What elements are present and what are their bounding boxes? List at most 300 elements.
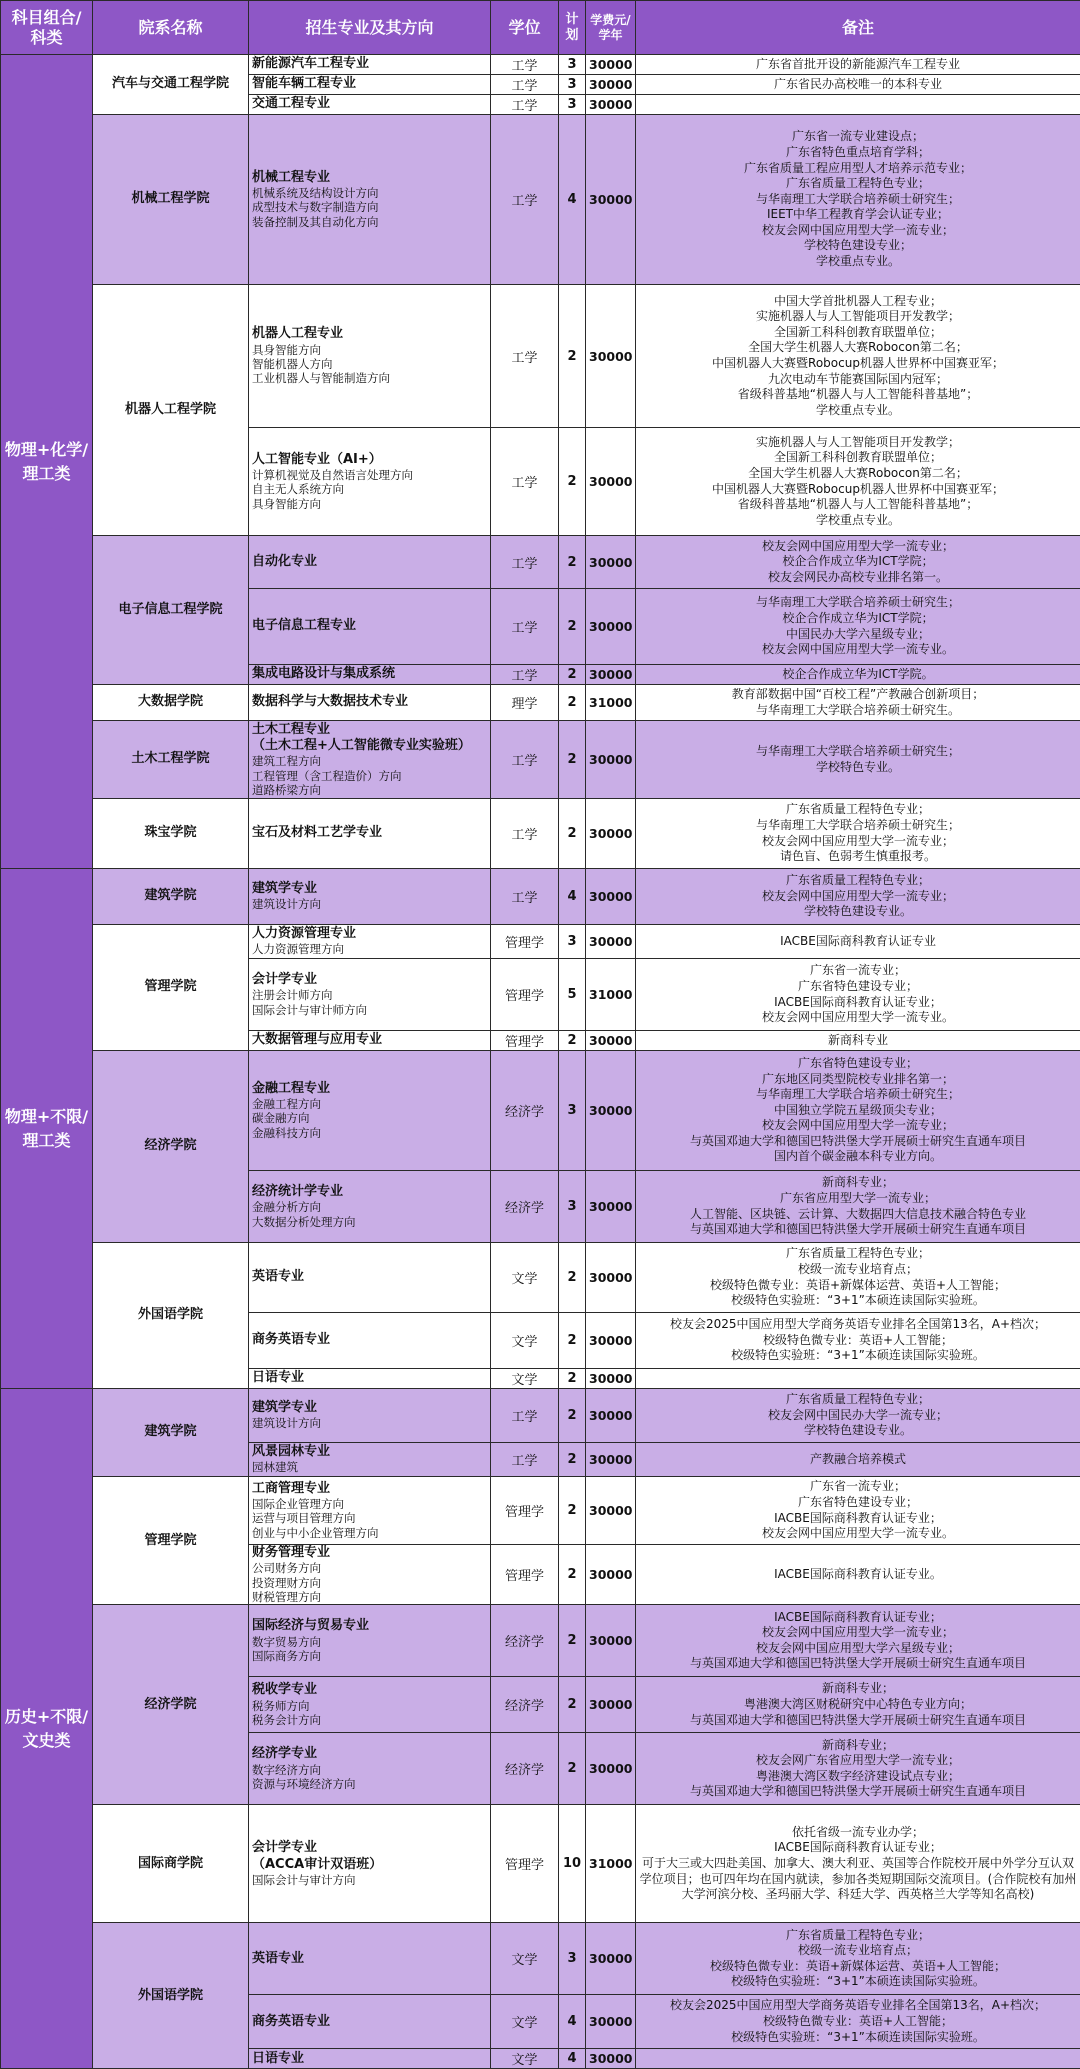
tuition-fee-cell: 30000 [586,925,636,959]
degree-cell: 管理学 [491,1805,559,1923]
table-row [1,536,1080,589]
tuition-fee-cell: 31000 [586,685,636,721]
major-cell [249,1031,491,1051]
remarks-cell [636,285,1080,428]
table-row [1,721,1080,799]
tuition-fee-cell: 30000 [586,799,636,869]
major-cell [249,428,491,536]
major-cell [249,115,491,285]
remark-line: 广东省特色重点培育学科； [639,145,1077,161]
major-name: 智能车辆工程专业 [252,76,487,92]
quota-cell: 2 [559,285,586,428]
remark-line: 人工智能、区块链、云计算、大数据四大信息技术融合特色专业 [639,1207,1077,1223]
remark-line: 校企合作成立华为ICT学院； [639,554,1077,570]
major-name: 建筑学专业 [252,881,487,897]
remark-line: 与英国邓迪大学和德国巴特洪堡大学开展硕士研究生直通车项目 [639,1222,1077,1238]
remark-line: 与华南理工大学联合培养硕士研究生； [639,818,1077,834]
quota-cell: 2 [559,1243,586,1313]
major-direction: 成型技术与数字制造方向 [252,200,487,214]
remark-line: 产教融合培养模式 [639,1452,1077,1468]
remark-line: 依托省级一流专业办学； [639,1825,1077,1841]
header-college: 院系名称 [93,1,249,55]
remarks-cell [636,665,1080,685]
major-direction: 建筑设计方向 [252,897,487,911]
tuition-fee-cell: 30000 [586,95,636,115]
major-subtitle: （ACCA审计双语班） [252,1857,487,1873]
remark-line: 学校特色建设专业。 [639,904,1077,920]
tuition-fee-cell: 30000 [586,1171,636,1243]
degree-cell: 管理学 [491,1031,559,1051]
degree-cell: 经济学 [491,1733,559,1805]
remarks-cell [636,589,1080,665]
major-direction: 国际会计与审计师方向 [252,1003,487,1017]
major-name: 商务英语专业 [252,1332,487,1348]
degree-cell: 管理学 [491,1545,559,1605]
major-cell [249,1923,491,1995]
remark-line: 校友会网中国民办大学一流专业； [639,1408,1077,1424]
remarks-cell [636,95,1080,115]
remark-line: IEET中华工程教育学会认证专业； [639,207,1077,223]
degree-cell: 工学 [491,1389,559,1443]
remarks-cell [636,115,1080,285]
degree-cell: 管理学 [491,959,559,1031]
major-cell [249,1171,491,1243]
remark-line: 校级一流专业培育点； [639,1943,1077,1959]
college-name-cell: 大数据学院 [93,685,249,721]
tuition-fee-cell: 31000 [586,1805,636,1923]
major-name: 工商管理专业 [252,1481,487,1497]
quota-cell: 4 [559,1995,586,2049]
major-cell [249,1733,491,1805]
quota-cell: 2 [559,1545,586,1605]
remarks-cell [636,1923,1080,1995]
table-row [1,55,1080,75]
remark-line: 与华南理工大学联合培养硕士研究生； [639,744,1077,760]
tuition-fee-cell: 30000 [586,721,636,799]
college-name-cell: 管理学院 [93,925,249,1051]
major-name: 大数据管理与应用专业 [252,1032,487,1048]
major-direction: 工程管理（含工程造价）方向 [252,769,487,783]
quota-cell: 2 [559,589,586,665]
quota-cell: 2 [559,799,586,869]
tuition-fee-cell: 30000 [586,1477,636,1545]
remark-line: 新商科专业； [639,1175,1077,1191]
table-row [1,799,1080,869]
remark-line: 全国大学生机器人大赛Robocon第二名； [639,340,1077,356]
major-cell [249,589,491,665]
major-direction: 建筑设计方向 [252,1416,487,1430]
tuition-fee-cell: 30000 [586,1443,636,1477]
major-direction: 金融分析方向 [252,1200,487,1214]
remark-line: IACBE国际商科教育认证专业； [639,1840,1077,1856]
remark-line: 新商科专业； [639,1738,1077,1754]
major-direction: 智能机器人方向 [252,357,487,371]
major-direction: 投资理财方向 [252,1576,487,1590]
tuition-fee-cell: 30000 [586,1923,636,1995]
major-direction: 具身智能方向 [252,497,487,511]
major-name: 建筑学专业 [252,1400,487,1416]
tuition-fee-cell: 30000 [586,665,636,685]
remark-line: 校友会网中国应用型大学一流专业。 [639,1526,1077,1542]
quota-cell: 2 [559,1313,586,1369]
major-name: 日语专业 [252,2051,487,2067]
remark-line: 广东省特色建设专业； [639,979,1077,995]
remark-line: 广东地区同类型院校专业排名第一； [639,1072,1077,1088]
major-cell [249,685,491,721]
remark-line: 广东省首批开设的新能源汽车工程专业 [639,57,1077,73]
degree-cell: 工学 [491,1443,559,1477]
remark-line: 与英国邓迪大学和德国巴特洪堡大学开展硕士研究生直通车项目 [639,1713,1077,1729]
remark-line: 与英国邓迪大学和德国巴特洪堡大学开展硕士研究生直通车项目 [639,1134,1077,1150]
major-direction: 人力资源管理方向 [252,942,487,956]
remarks-cell [636,1313,1080,1369]
major-direction: 计算机视觉及自然语言处理方向 [252,468,487,482]
tuition-fee-cell: 30000 [586,2049,636,2069]
remarks-cell [636,959,1080,1031]
remark-line: 校友会网中国应用型大学一流专业； [639,889,1077,905]
table-row [1,685,1080,721]
quota-cell: 2 [559,685,586,721]
table-row [1,285,1080,428]
major-name: 人工智能专业（AI+） [252,452,487,468]
remark-line: 校友会网中国应用型大学一流专业； [639,223,1077,239]
major-name: 英语专业 [252,1951,487,1967]
table-row [1,869,1080,925]
major-cell [249,1477,491,1545]
remark-line: 全国新工科科创教育联盟单位； [639,450,1077,466]
remark-line: 校友会网中国应用型大学一流专业； [639,539,1077,555]
quota-cell: 4 [559,2049,586,2069]
remark-line: IACBE国际商科教育认证专业； [639,995,1077,1011]
major-cell [249,1389,491,1443]
remark-line: 新商科专业； [639,1681,1077,1697]
subject-category-cell: 物理+化学/理工类 [1,55,93,869]
header-row [1,1,1080,55]
remark-line: 省级科普基地“机器人与人工智能科普基地”； [639,497,1077,513]
header-category: 科目组合/科类 [1,1,93,55]
quota-cell: 2 [559,721,586,799]
remarks-cell [636,1369,1080,1389]
remark-line: 校级特色实验班：“3+1”本硕连读国际实验班。 [639,1974,1077,1990]
major-direction: 建筑工程方向 [252,754,487,768]
remark-line: 国内首个碳金融本科专业方向。 [639,1149,1077,1165]
major-direction: 工业机器人与智能制造方向 [252,371,487,385]
table-row [1,1389,1080,1443]
college-name-cell: 机械工程学院 [93,115,249,285]
remark-line: 校友会网中国应用型大学一流专业。 [639,1010,1077,1026]
major-direction: 金融科技方向 [252,1126,487,1140]
tuition-fee-cell: 30000 [586,428,636,536]
major-name: 人力资源管理专业 [252,926,487,942]
tuition-fee-cell: 30000 [586,285,636,428]
remarks-cell [636,1389,1080,1443]
remark-line: 学校特色建设专业。 [639,1423,1077,1439]
major-direction: 税务师方向 [252,1699,487,1713]
major-direction: 公司财务方向 [252,1561,487,1575]
major-name: 英语专业 [252,1269,487,1285]
major-name: 国际经济与贸易专业 [252,1618,487,1634]
degree-cell: 文学 [491,1243,559,1313]
major-name: 金融工程专业 [252,1081,487,1097]
major-name: 集成电路设计与集成系统 [252,666,487,682]
major-direction: 数字贸易方向 [252,1635,487,1649]
degree-cell: 经济学 [491,1677,559,1733]
tuition-fee-cell: 30000 [586,1605,636,1677]
tuition-fee-cell: 30000 [586,869,636,925]
remark-line: 广东省应用型大学一流专业； [639,1191,1077,1207]
major-name: 自动化专业 [252,554,487,570]
major-name: 会计学专业 [252,972,487,988]
remark-line: 实施机器人与人工智能项目开发教学； [639,309,1077,325]
college-name-cell: 珠宝学院 [93,799,249,869]
remark-line: 中国独立学院五星级顶尖专业； [639,1103,1077,1119]
college-name-cell: 经济学院 [93,1051,249,1243]
quota-cell: 5 [559,959,586,1031]
remark-line: 广东省一流专业； [639,1479,1077,1495]
quota-cell: 2 [559,428,586,536]
college-name-cell: 汽车与交通工程学院 [93,55,249,115]
degree-cell: 经济学 [491,1171,559,1243]
quota-cell: 3 [559,75,586,95]
remarks-cell [636,1243,1080,1313]
remarks-cell [636,1443,1080,1477]
quota-cell: 3 [559,1923,586,1995]
remarks-cell [636,536,1080,589]
major-direction: 资源与环境经济方向 [252,1777,487,1791]
header-degree: 学位 [491,1,559,55]
remark-line: 校友会网中国应用型大学一流专业； [639,834,1077,850]
header-fee: 学费元/学年 [586,1,636,55]
table-row [1,1477,1080,1545]
degree-cell: 工学 [491,428,559,536]
degree-cell: 经济学 [491,1051,559,1171]
major-cell [249,285,491,428]
remark-line: 学校特色专业。 [639,760,1077,776]
remark-line: 省级科普基地“机器人与人工智能科普基地”； [639,387,1077,403]
quota-cell: 2 [559,1369,586,1389]
tuition-fee-cell: 30000 [586,1389,636,1443]
degree-cell: 文学 [491,2049,559,2069]
major-cell [249,1545,491,1605]
college-name-cell: 管理学院 [93,1477,249,1605]
remark-line: 校友会网中国应用型大学六星级专业； [639,1641,1077,1657]
quota-cell: 3 [559,925,586,959]
tuition-fee-cell: 30000 [586,1677,636,1733]
degree-cell: 管理学 [491,925,559,959]
remark-line: 广东省质量工程特色专业； [639,176,1077,192]
major-cell [249,1805,491,1923]
degree-cell: 文学 [491,1923,559,1995]
major-direction: 金融工程方向 [252,1097,487,1111]
subject-category-cell: 物理+不限/理工类 [1,869,93,1389]
quota-cell: 10 [559,1805,586,1923]
quota-cell: 3 [559,95,586,115]
remark-line: 粤港澳大湾区财税研究中心特色专业方向； [639,1697,1077,1713]
college-name-cell: 建筑学院 [93,1389,249,1477]
remark-line: IACBE国际商科教育认证专业。 [639,1567,1077,1583]
college-name-cell: 国际商学院 [93,1805,249,1923]
remark-line: 广东省质量工程特色专业； [639,1246,1077,1262]
remark-line: 校级特色微专业：英语+新媒体运营、英语+人工智能； [639,1959,1077,1975]
major-cell [249,1313,491,1369]
quota-cell: 3 [559,1171,586,1243]
remarks-cell [636,685,1080,721]
major-cell [249,55,491,75]
major-cell [249,799,491,869]
quota-cell: 2 [559,1389,586,1443]
tuition-fee-cell: 31000 [586,959,636,1031]
remark-line: 校级特色微专业：英语+新媒体运营、英语+人工智能； [639,1278,1077,1294]
remarks-cell [636,1545,1080,1605]
degree-cell: 管理学 [491,1477,559,1545]
remark-line: IACBE国际商科教育认证专业； [639,1610,1077,1626]
remark-line: 广东省质量工程应用型人才培养示范专业； [639,161,1077,177]
tuition-fee-cell: 30000 [586,115,636,285]
tuition-fee-cell: 30000 [586,536,636,589]
major-direction: 具身智能方向 [252,343,487,357]
major-name: 交通工程专业 [252,96,487,112]
degree-cell: 工学 [491,95,559,115]
remark-line: 校级特色微专业：英语+人工智能； [639,2014,1077,2030]
remark-line: 实施机器人与人工智能项目开发教学； [639,435,1077,451]
table-row [1,115,1080,285]
remarks-cell [636,75,1080,95]
remark-line: 校企合作成立华为ICT学院； [639,611,1077,627]
table-row [1,1605,1080,1677]
table-row [1,1805,1080,1923]
table-body [1,55,1080,2069]
degree-cell: 文学 [491,1313,559,1369]
remark-line: 广东省一流专业建设点； [639,129,1077,145]
remark-line: 九次电动车节能赛国际国内冠军； [639,372,1077,388]
remark-line: 新商科专业 [639,1033,1077,1049]
quota-cell: 2 [559,1477,586,1545]
major-direction: 运营与项目管理方向 [252,1511,487,1525]
quota-cell: 3 [559,1051,586,1171]
remark-line: 广东省一流专业； [639,963,1077,979]
major-name: 财务管理专业 [252,1545,487,1561]
major-name: 商务英语专业 [252,2014,487,2030]
quota-cell: 4 [559,869,586,925]
remark-line: 广东省质量工程特色专业； [639,1392,1077,1408]
major-name: 土木工程专业 [252,722,487,738]
remark-line: 校友会网广东省应用型大学一流专业； [639,1753,1077,1769]
quota-cell: 4 [559,115,586,285]
major-subtitle: （土木工程+人工智能微专业实验班） [252,738,487,754]
remarks-cell [636,1605,1080,1677]
tuition-fee-cell: 30000 [586,1545,636,1605]
remark-line: 校友会网民办高校专业排名第一。 [639,570,1077,586]
college-name-cell: 外国语学院 [93,1243,249,1389]
remark-line: 广东省质量工程特色专业； [639,802,1077,818]
major-name: 机器人工程专业 [252,326,487,342]
quota-cell: 3 [559,55,586,75]
degree-cell: 工学 [491,721,559,799]
major-name: 数据科学与大数据技术专业 [252,694,487,710]
major-direction: 注册会计师方向 [252,988,487,1002]
remark-line: 校友会2025中国应用型大学商务英语专业排名全国第13名，A+档次； [639,1998,1077,2014]
remark-line: IACBE国际商科教育认证专业； [639,1511,1077,1527]
remark-line: 可于大三或大四赴美国、加拿大、澳大利亚、英国等合作院校开展中外学分互认双学位项目；也可四年均在国内就读，参加各类短期国际交流项目。(合作院校有加州大学河滨分校、圣玛丽大学、科廷大学、西英格兰大学等知名高校) [639,1856,1077,1903]
remark-line: 广东省特色建设专业； [639,1495,1077,1511]
degree-cell: 工学 [491,665,559,685]
quota-cell: 2 [559,1605,586,1677]
major-cell [249,665,491,685]
degree-cell: 工学 [491,285,559,428]
major-cell [249,1443,491,1477]
major-direction: 机械系统及结构设计方向 [252,186,487,200]
major-name: 宝石及材料工艺学专业 [252,825,487,841]
remarks-cell [636,1171,1080,1243]
major-direction: 自主无人系统方向 [252,482,487,496]
remark-line: 校友会网中国应用型大学一流专业； [639,1625,1077,1641]
tuition-fee-cell: 30000 [586,1369,636,1389]
remark-line: 广东省质量工程特色专业； [639,1928,1077,1944]
tuition-fee-cell: 30000 [586,1031,636,1051]
remark-line: 学校特色建设专业； [639,238,1077,254]
degree-cell: 经济学 [491,1605,559,1677]
remarks-cell [636,1805,1080,1923]
remark-line: 校级特色微专业：英语+人工智能； [639,1333,1077,1349]
major-name: 会计学专业 [252,1840,487,1856]
major-direction: 国际企业管理方向 [252,1497,487,1511]
remark-line: 粤港澳大湾区数字经济建设试点专业； [639,1769,1077,1785]
tuition-fee-cell: 30000 [586,1243,636,1313]
major-direction: 大数据分析处理方向 [252,1215,487,1229]
header-note: 备注 [636,1,1080,55]
remarks-cell [636,799,1080,869]
degree-cell: 工学 [491,55,559,75]
header-major: 招生专业及其方向 [249,1,491,55]
degree-cell: 理学 [491,685,559,721]
major-cell [249,1243,491,1313]
degree-cell: 工学 [491,799,559,869]
major-cell [249,95,491,115]
remarks-cell [636,1477,1080,1545]
remarks-cell [636,1677,1080,1733]
remark-line: 与华南理工大学联合培养硕士研究生； [639,192,1077,208]
college-name-cell: 电子信息工程学院 [93,536,249,685]
header-quota: 计划 [559,1,586,55]
remark-line: 广东省民办高校唯一的本科专业 [639,77,1077,93]
major-direction: 创业与中小企业管理方向 [252,1526,487,1540]
major-cell [249,869,491,925]
remark-line: 学校重点专业。 [639,254,1077,270]
remark-line: 请色盲、色弱考生慎重报考。 [639,849,1077,865]
table-row [1,925,1080,959]
remark-line: 全国大学生机器人大赛Robocon第二名； [639,466,1077,482]
remark-line: 与华南理工大学联合培养硕士研究生； [639,1087,1077,1103]
remarks-cell [636,721,1080,799]
tuition-fee-cell: 30000 [586,1051,636,1171]
remark-line: 全国新工科科创教育联盟单位； [639,325,1077,341]
major-cell [249,1677,491,1733]
major-direction: 税务会计方向 [252,1713,487,1727]
remark-line: 校友会2025中国应用型大学商务英语专业排名全国第13名，A+档次； [639,1317,1077,1333]
remark-line: 校友会网中国应用型大学一流专业。 [639,642,1077,658]
remark-line: 校级一流专业培育点； [639,1262,1077,1278]
remark-line: IACBE国际商科教育认证专业 [639,934,1077,950]
major-name: 日语专业 [252,1370,487,1386]
major-cell [249,536,491,589]
quota-cell: 2 [559,665,586,685]
major-cell [249,1369,491,1389]
tuition-fee-cell: 30000 [586,589,636,665]
table-row [1,1051,1080,1171]
tuition-fee-cell: 30000 [586,1313,636,1369]
remark-line: 校友会网中国应用型大学一流专业； [639,1118,1077,1134]
college-name-cell: 经济学院 [93,1605,249,1805]
